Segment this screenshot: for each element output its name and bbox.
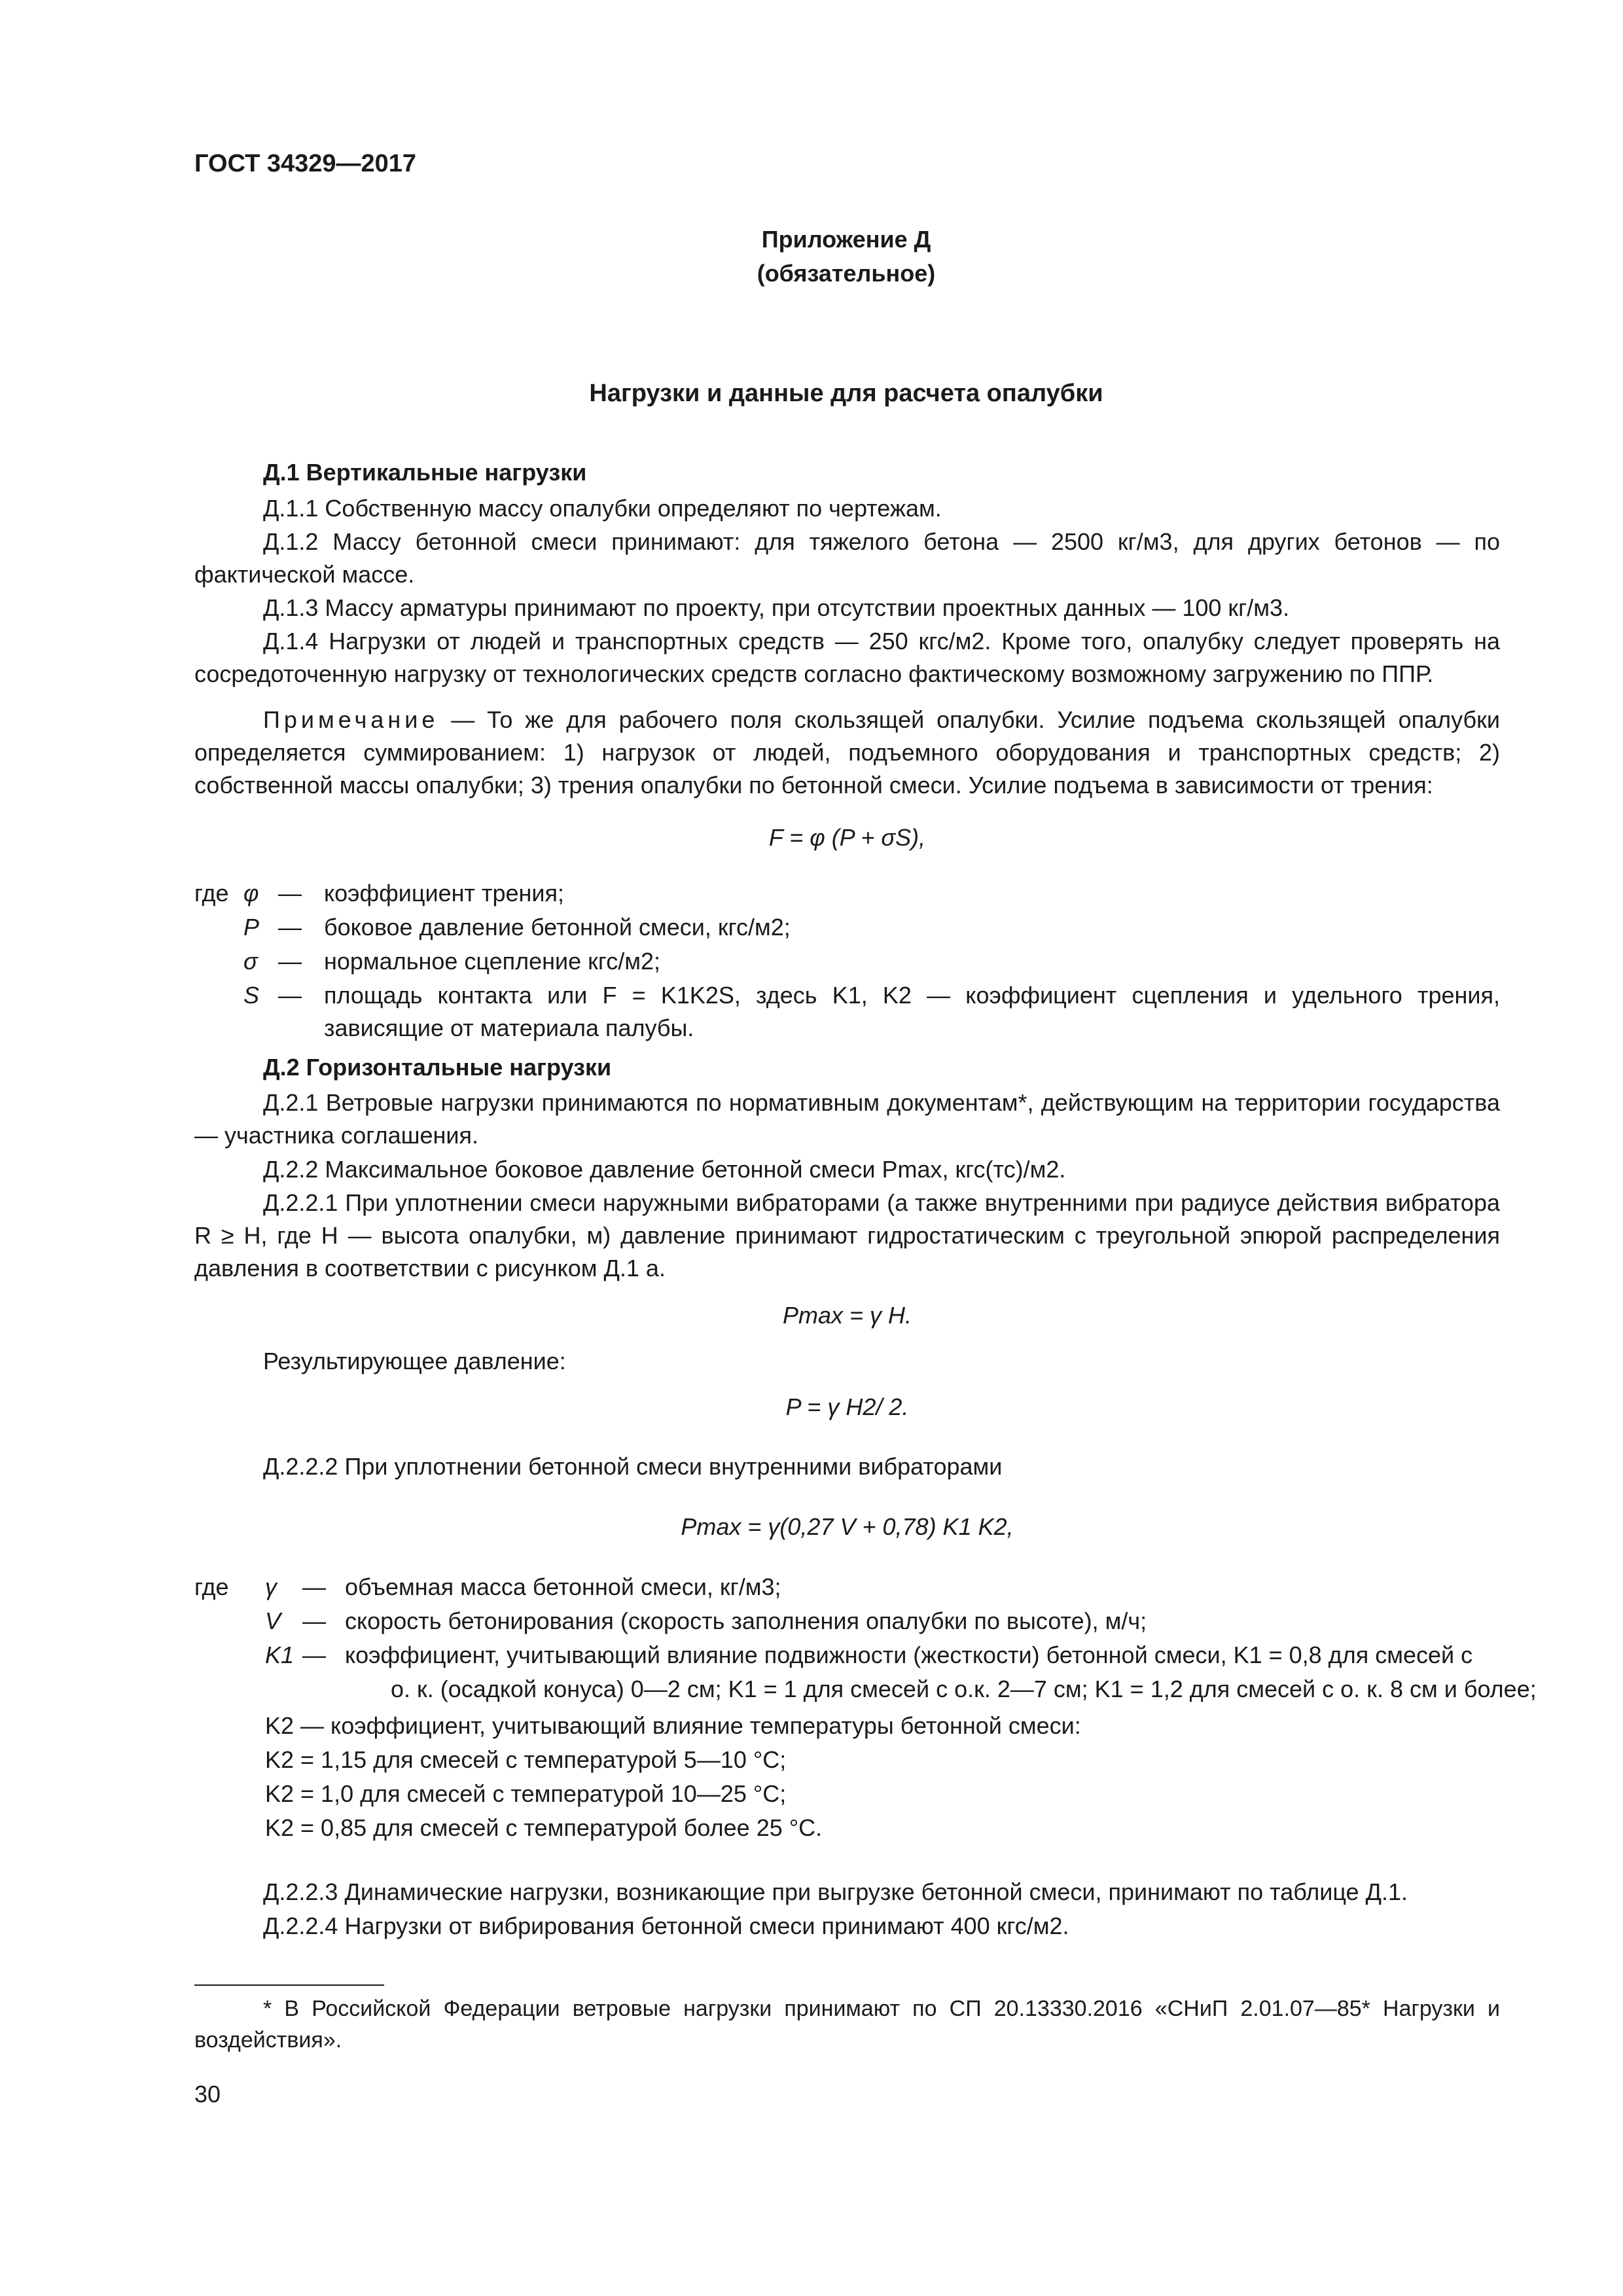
para-d2-2-3: Д.2.2.3 Динамические нагрузки, возникающие при выгрузке бетонной смеси, принимают по таблице Д.1. bbox=[263, 1878, 1408, 1905]
def-text-p: боковое давление бетонной смеси, кгс/м2; bbox=[324, 914, 791, 941]
def2-sym-gamma: γ bbox=[265, 1573, 277, 1600]
note bbox=[194, 704, 1500, 802]
where-label-1: где bbox=[194, 880, 229, 906]
para-d2-2: Д.2.2 Максимальное боковое давление бетонной смеси Pmax, кгс(тс)/м2. bbox=[263, 1156, 1066, 1183]
appendix-status: (обязательное) bbox=[757, 260, 936, 287]
appendix-heading bbox=[194, 223, 1498, 291]
def2-text-k1-cont: о. к. (осадкой конуса) 0—2 см; K1 = 1 для смесей с о.к. 2—7 см; K1 = 1,2 для смесей с о. к. 8 см и более; bbox=[391, 1676, 1537, 1702]
def2-text-v: скорость бетонирования (скорость заполнения опалубки по высоте), м/ч; bbox=[345, 1607, 1147, 1634]
section-d2-title: Д.2 Горизонтальные нагрузки bbox=[263, 1054, 612, 1081]
k2-line-1: K2 — коэффициент, учитывающий влияние температуры бетонной смеси: bbox=[265, 1712, 1081, 1739]
para-d2-2-2: Д.2.2.2 При уплотнении бетонной смеси внутренними вибраторами bbox=[263, 1453, 1003, 1480]
def-text-sigma: нормальное сцепление кгс/м2; bbox=[324, 948, 661, 975]
main-title: Нагрузки и данные для расчета опалубки bbox=[589, 380, 1103, 407]
def-text-s: площадь контакта или F = K1K2S, здесь K1, K2 — коэффициент сцепления и удельного трения, зависящие от материала палубы. bbox=[324, 982, 1500, 1041]
def2-sym-v: V bbox=[265, 1607, 281, 1634]
def2-text-gamma: объемная масса бетонной смеси, кг/м3; bbox=[345, 1573, 781, 1600]
para-d1-2: Д.1.2 Массу бетонной смеси принимают: для тяжелого бетона — 2500 кг/м3, для других бетонов — по фактической массе. bbox=[194, 528, 1500, 588]
para-d2-2-4: Д.2.2.4 Нагрузки от вибрирования бетонной смеси принимают 400 кгс/м2. bbox=[263, 1912, 1069, 1939]
note-text: — То же для рабочего поля скользящей опалубки. Усилие подъема скользящей опалубки определяется суммированием: 1) нагрузок от людей, подъемного оборудования и транспортных средств; 2) собственной массы опалубки; 3) трения опалубки по бетонной смеси. Усилие подъема в зависимости от трения: bbox=[194, 706, 1500, 798]
footnote-text: * В Российской Федерации ветровые нагрузки принимают по СП 20.13330.2016 «СНиП 2.01.07—85* Нагрузки и воздействия». bbox=[194, 1996, 1500, 2053]
def-dash: — bbox=[302, 1573, 326, 1600]
formula-friction: F = φ (P + σS), bbox=[768, 824, 926, 851]
def-dash: — bbox=[302, 1607, 326, 1634]
note-label: Примечание bbox=[263, 706, 439, 733]
def-dash: — bbox=[278, 982, 302, 1009]
def-sym-sigma: σ bbox=[243, 948, 258, 975]
def2-text-k1: коэффициент, учитывающий влияние подвижности (жесткости) бетонной смеси, K1 = 0,8 для смесей с bbox=[345, 1641, 1473, 1668]
where-label-2: где bbox=[194, 1573, 229, 1600]
footnote-divider bbox=[194, 1984, 384, 1986]
para-d1-4: Д.1.4 Нагрузки от людей и транспортных средств — 250 кгс/м2. Кроме того, опалубку следует проверять на сосредоточенную нагрузку от технологических средств согласно фактическому возможному загружению по ППР. bbox=[194, 628, 1500, 687]
section-d1-title: Д.1 Вертикальные нагрузки bbox=[263, 459, 587, 486]
page-number: 30 bbox=[194, 2081, 221, 2108]
appendix-title: Приложение Д bbox=[761, 226, 931, 253]
k2-line-3: K2 = 1,0 для смесей с температурой 10—25 °С; bbox=[265, 1780, 787, 1807]
def2-sym-k1: K1 bbox=[265, 1641, 294, 1668]
def-text-phi: коэффициент трения; bbox=[324, 880, 565, 906]
k2-line-4: K2 = 0,85 для смесей с температурой более 25 °С. bbox=[265, 1814, 823, 1841]
k2-line-2: K2 = 1,15 для смесей с температурой 5—10 °С; bbox=[265, 1746, 787, 1773]
para-d2-1: Д.2.1 Ветровые нагрузки принимаются по нормативным документам*, действующим на территории государства — участника соглашения. bbox=[194, 1089, 1500, 1149]
def-sym-s: S bbox=[243, 982, 260, 1009]
para-d2-2-1: Д.2.2.1 При уплотнении смеси наружными вибраторами (а также внутренними при радиусе действия вибратора R ≥ H, где H — высота опалубки, м) давление принимают гидростатическим с треугольной эпюрой распределения давления в соответствии с рисунком Д.1 а. bbox=[194, 1189, 1500, 1282]
def-sym-p: P bbox=[243, 914, 260, 941]
doc-number: ГОСТ 34329—2017 bbox=[194, 150, 417, 177]
formula-resultant: P = γ H2/ 2. bbox=[785, 1393, 909, 1420]
def-dash: — bbox=[278, 914, 302, 941]
def-dash: — bbox=[278, 948, 302, 975]
def-dash: — bbox=[302, 1641, 326, 1668]
def-sym-phi: φ bbox=[243, 880, 259, 906]
para-d1-3: Д.1.3 Массу арматуры принимают по проекту, при отсутствии проектных данных — 100 кг/м3. bbox=[263, 594, 1290, 621]
formula-pmax-internal: Pmax = γ(0,27 V + 0,78) K1 K2, bbox=[681, 1513, 1014, 1540]
formula-pmax-hydro: Pmax = γ H. bbox=[782, 1302, 912, 1329]
def-dash: — bbox=[278, 880, 302, 906]
result-label: Результирующее давление: bbox=[263, 1348, 566, 1374]
para-d1-1: Д.1.1 Собственную массу опалубки определяют по чертежам. bbox=[263, 495, 942, 522]
